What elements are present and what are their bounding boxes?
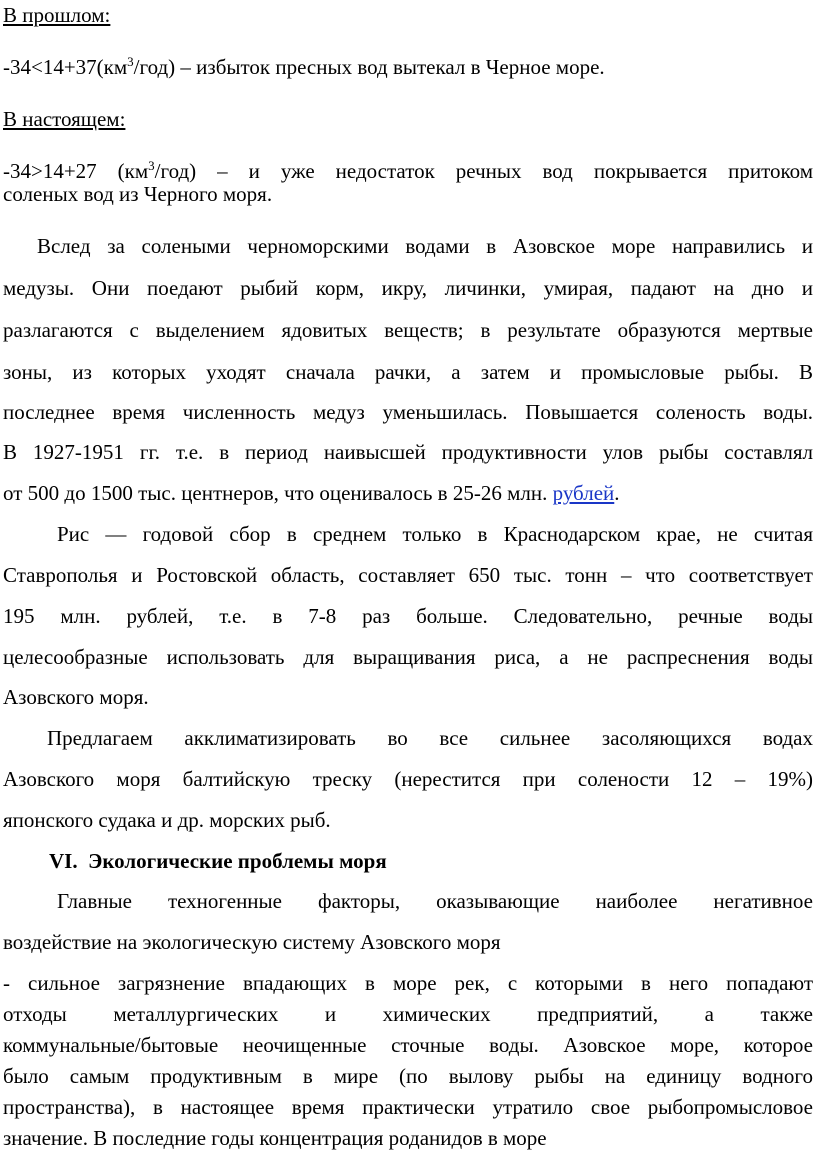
para2-line: Рис — годовой сбор в среднем только в Краснодарском крае, не считая: [57, 522, 813, 546]
present-line-1: -34>14+27 $(км^3/год)$ – и уже недостаток речных вод покрывается притоком: [3, 158, 813, 183]
para1-line: разлагаются с выделением ядовитых веществ; в результате образуются мертвые: [3, 318, 813, 342]
para2-line: 195 млн. рублей, т.е. в 7-8 раз больше. Следовательно, речные воды: [3, 604, 813, 628]
para5-line: пространства), в настоящее время практически утратило свое рыбопромысловое: [3, 1095, 813, 1119]
para5-line: коммунальные/бытовые неочищенные сточные воды. Азовское море, которое: [3, 1033, 813, 1057]
para1-last-line: от 500 до 1500 тыс. центнеров, что оценивалось в 25-26 млн. рублей.: [3, 481, 620, 505]
para1-line: медузы. Они поедают рыбий корм, икру, личинки, умирая, падают на дно и: [3, 276, 813, 300]
para3-line: японского судака и др. морских рыб.: [3, 808, 331, 832]
para2-line: Ставрополья и Ростовской область, составляет 650 тыс. тонн – что соответствует: [3, 563, 813, 587]
past-heading: В прошлом:: [3, 3, 111, 27]
para1-line: последнее время численность медуз уменьшилась. Повышается соленость воды.: [3, 400, 813, 424]
section-heading: VI. Экологические проблемы моря: [49, 849, 387, 873]
para2-line: целесообразные использовать для выращивания риса, а не распреснения воды: [3, 645, 813, 669]
para5-line: значение. В последние годы концентрация роданидов в море: [3, 1126, 547, 1150]
past-line: $-34<14+37(км^3/год)$ – избыток пресных вод вытекал в Черное море.: [3, 54, 605, 79]
para4-line: воздействие на экологическую систему Азовского моря: [3, 930, 501, 954]
present-heading: В настоящем:: [3, 107, 126, 131]
para5-line: было самым продуктивным в мире (по вылову рыбы на единицу водного: [3, 1064, 813, 1088]
para5-line: - сильное загрязнение впадающих в море рек, с которыми в него попадают: [3, 971, 813, 995]
para1-line: Вслед за солеными черноморскими водами в Азовское море направились и: [37, 234, 813, 258]
para2-line: Азовского моря.: [3, 685, 149, 709]
para5-line: отходы металлургических и химических предприятий, а также: [3, 1002, 813, 1026]
para3-line: Предлагаем акклиматизировать во все сильнее засоляющихся водах: [47, 726, 813, 750]
para3-line: Азовского моря балтийскую треску (нерестится при солености 12 – 19%): [3, 767, 813, 791]
present-line-2: соленых вод из Черного моря.: [3, 182, 273, 206]
rubles-link[interactable]: рублей: [552, 481, 615, 505]
para1-line: В 1927-1951 гг. т.е. в период наивысшей продуктивности улов рыбы составлял: [3, 440, 813, 464]
para1-line: зоны, из которых уходят сначала рачки, а затем и промысловые рыбы. В: [3, 360, 813, 384]
para4-line: Главные техногенные факторы, оказывающие наиболее негативное: [57, 889, 813, 913]
